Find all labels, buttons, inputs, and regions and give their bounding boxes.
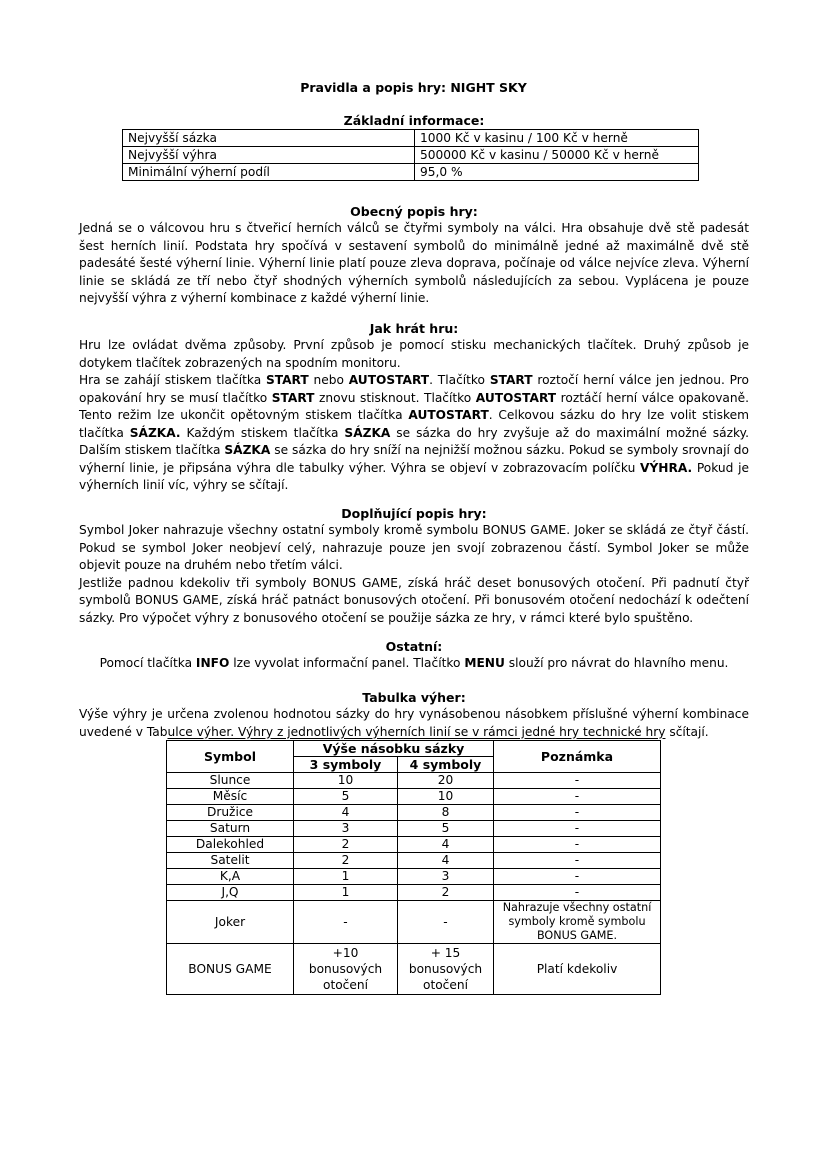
paytable-heading: Tabulka výher: [362, 690, 466, 705]
cell-four: 3 [398, 869, 494, 885]
paytable-intro-a: Výše výhry je určena zvolenou hodnotou sázky do hry vynásobenou násobkem příslušné výherní kombinace uvedené v Tab [79, 707, 749, 739]
header-symbol: Symbol [167, 741, 294, 773]
cell-three: 3 [294, 821, 398, 837]
cell-three: 1 [294, 869, 398, 885]
info-row [123, 130, 699, 147]
bold-term: AUTOSTART [408, 408, 489, 422]
paytable-section [79, 689, 749, 741]
bold-term: INFO [195, 656, 230, 670]
cell-note: - [494, 789, 661, 805]
cell-four: 10 [398, 789, 494, 805]
other-heading: Ostatní: [385, 639, 443, 654]
cell-note: - [494, 805, 661, 821]
cell-symbol: J,Q [167, 885, 294, 901]
how-to-play-heading: Jak hrát hru: [369, 321, 459, 336]
cell-note: - [494, 837, 661, 853]
how-to-play-section [79, 320, 749, 495]
cell-three: 5 [294, 789, 398, 805]
additional-section [79, 505, 749, 627]
cell-symbol: Družice [167, 805, 294, 821]
other-section [79, 638, 749, 673]
how-to-play-p1: Hru lze ovládat dvěma způsoby. První způsob je pomocí stisku mechanických tlačítek. Druhý způsob je dotykem tlačítek zobrazených na spodním monitoru. [79, 338, 749, 370]
cell-three: 1 [294, 885, 398, 901]
basic-info-heading: Základní informace: [343, 113, 485, 128]
cell-four: 4 [398, 853, 494, 869]
cell-symbol: Měsíc [167, 789, 294, 805]
cell-note: - [494, 869, 661, 885]
additional-p2: Jestliže padnou kdekoliv tři symboly BONUS GAME, získá hráč deset bonusových otočení. Při padnutí čtyř symbolů BONUS GAME, získá hráč patnáct bonusových otočení. Při bonusovém otočení nedochází k odečtení sázky. Pro výpočet výhry z bonusového otočení se použije sázka ze hry, v rámci které bylo spuštěno. [79, 575, 749, 625]
cell-note: - [494, 821, 661, 837]
paytable-row [167, 885, 661, 901]
how-to-play-p2: Hra se zahájí stiskem tlačítka START nebo AUTOSTART. Tlačítko START roztočí herní válce jen jednou. Pro opakování hry se musí tlačítko START znovu stisknout. Tlačítko AUTOSTART roztáčí herní válce opakovaně. Tento režim lze ukončit opětovným stiskem tlačítka AUTOSTART. Celkovou sázku do hry lze volit stiskem tlačítka SÁZKA. Každým stiskem tlačítka SÁZKA se sázka do hry zvyšuje až do maximální možné sázky. Dalším stiskem tlačítka SÁZKA se sázka do hry sníží na nejnižší možnou sázku. Pokud se symboly srovnají do výherní linie, je připsána výhra dle tabulky výher. Výhra se objeví v zobrazovacím políčku VÝHRA. Pokud je výherních linií víc, výhry se sčítají. [79, 373, 750, 492]
cell-three: 2 [294, 837, 398, 853]
cell-four: + 15 bonusových otočení [398, 944, 494, 995]
cell-four: 2 [398, 885, 494, 901]
paytable-row [167, 853, 661, 869]
cell-symbol: Joker [167, 901, 294, 944]
cell-four: 4 [398, 837, 494, 853]
info-value: 95,0 % [415, 164, 699, 181]
basic-info-section [79, 112, 749, 129]
header-three-symbols: 3 symboly [294, 757, 398, 773]
cell-four: - [398, 901, 494, 944]
bold-term: SÁZKA [224, 443, 271, 457]
paytable-row-joker [167, 901, 661, 944]
cell-three: 2 [294, 853, 398, 869]
info-label: Nejvyšší sázka [123, 130, 415, 147]
bold-term: VÝHRA. [640, 460, 693, 475]
cell-four: 20 [398, 773, 494, 789]
paytable-row [167, 789, 661, 805]
cell-three: - [294, 901, 398, 944]
paytable-row [167, 773, 661, 789]
paytable-row [167, 869, 661, 885]
cell-symbol: K,A [167, 869, 294, 885]
general-heading: Obecný popis hry: [350, 204, 478, 219]
info-value: 500000 Kč v kasinu / 50000 Kč v herně [415, 147, 699, 164]
cell-four: 5 [398, 821, 494, 837]
other-text: Pomocí tlačítka INFO lze vyvolat informační panel. Tlačítko MENU slouží pro návrat do hlavního menu. [99, 656, 729, 670]
additional-heading: Doplňující popis hry: [341, 506, 487, 521]
paytable [166, 740, 661, 995]
bold-term: AUTOSTART [475, 390, 557, 405]
info-label: Minimální výherní podíl [123, 164, 415, 181]
cell-note: - [494, 773, 661, 789]
header-multiplier: Výše násobku sázky [294, 741, 494, 757]
info-row [123, 147, 699, 164]
paytable-row [167, 821, 661, 837]
cell-symbol: Dalekohled [167, 837, 294, 853]
document-title: Pravidla a popis hry: NIGHT SKY [300, 80, 527, 95]
paytable-intro [79, 706, 749, 741]
bold-term: MENU [464, 656, 505, 670]
cell-three: 4 [294, 805, 398, 821]
cell-symbol: Satelit [167, 853, 294, 869]
bold-term: SÁZKA. [129, 425, 181, 440]
paytable-row-bonus [167, 944, 661, 995]
cell-three: 10 [294, 773, 398, 789]
paytable-intro-b: ulce výher. Výhry z jednotlivých výherních linií se v rámci jedné hry technické hry [167, 724, 666, 739]
bold-term: SÁZKA [344, 425, 391, 440]
cell-note: Platí kdekoliv [494, 944, 661, 995]
cell-four: 8 [398, 805, 494, 821]
info-label: Nejvyšší výhra [123, 147, 415, 164]
paytable-intro-c: sčítají. [665, 724, 709, 739]
info-value: 1000 Kč v kasinu / 100 Kč v herně [415, 130, 699, 147]
cell-symbol: Saturn [167, 821, 294, 837]
bold-term: START [489, 373, 533, 387]
cell-note: - [494, 885, 661, 901]
info-row [123, 164, 699, 181]
cell-symbol: BONUS GAME [167, 944, 294, 995]
header-four-symbols: 4 symboly [398, 757, 494, 773]
cell-three: +10 bonusových otočení [294, 944, 398, 995]
bold-term: START [271, 390, 315, 405]
additional-p1: Symbol Joker nahrazuje všechny ostatní symboly kromě symbolu BONUS GAME. Joker se skládá ze čtyř částí. Pokud se symbol Joker neobjeví celý, nahrazuje pouze jen svojí zobrazenou částí. Symbol Joker se může objevit pouze na druhém nebo třetím válci. [79, 523, 749, 572]
cell-note: Nahrazuje všechny ostatní symboly kromě symbolu BONUS GAME. [494, 901, 661, 944]
basic-info-table [122, 129, 699, 181]
paytable-row [167, 805, 661, 821]
header-note: Poznámka [494, 741, 661, 773]
general-section [79, 203, 749, 308]
bold-term: AUTOSTART [348, 373, 430, 387]
bold-term: START [265, 373, 309, 387]
paytable-row [167, 837, 661, 853]
cell-symbol: Slunce [167, 773, 294, 789]
cell-note: - [494, 853, 661, 869]
general-text: Jedná se o válcovou hru s čtveřicí herních válců se čtyřmi symboly na válci. Hra obsahuje dvě stě padesát šest herních linií. Podstata hry spočívá v sestavení symbolů do minimálně jedné až maximálně dvě stě padesáté šesté výherní linie. Výherní linie platí pouze zleva doprava, počínaje od válce nejvíce zleva. Výherní linie se skládá ze tří nebo čtyř shodných výherních symbolů následujících za sebou. Vyplácena je pouze nejvyšší výhra z výherní kombinace z každé výherní linie. [79, 221, 749, 305]
